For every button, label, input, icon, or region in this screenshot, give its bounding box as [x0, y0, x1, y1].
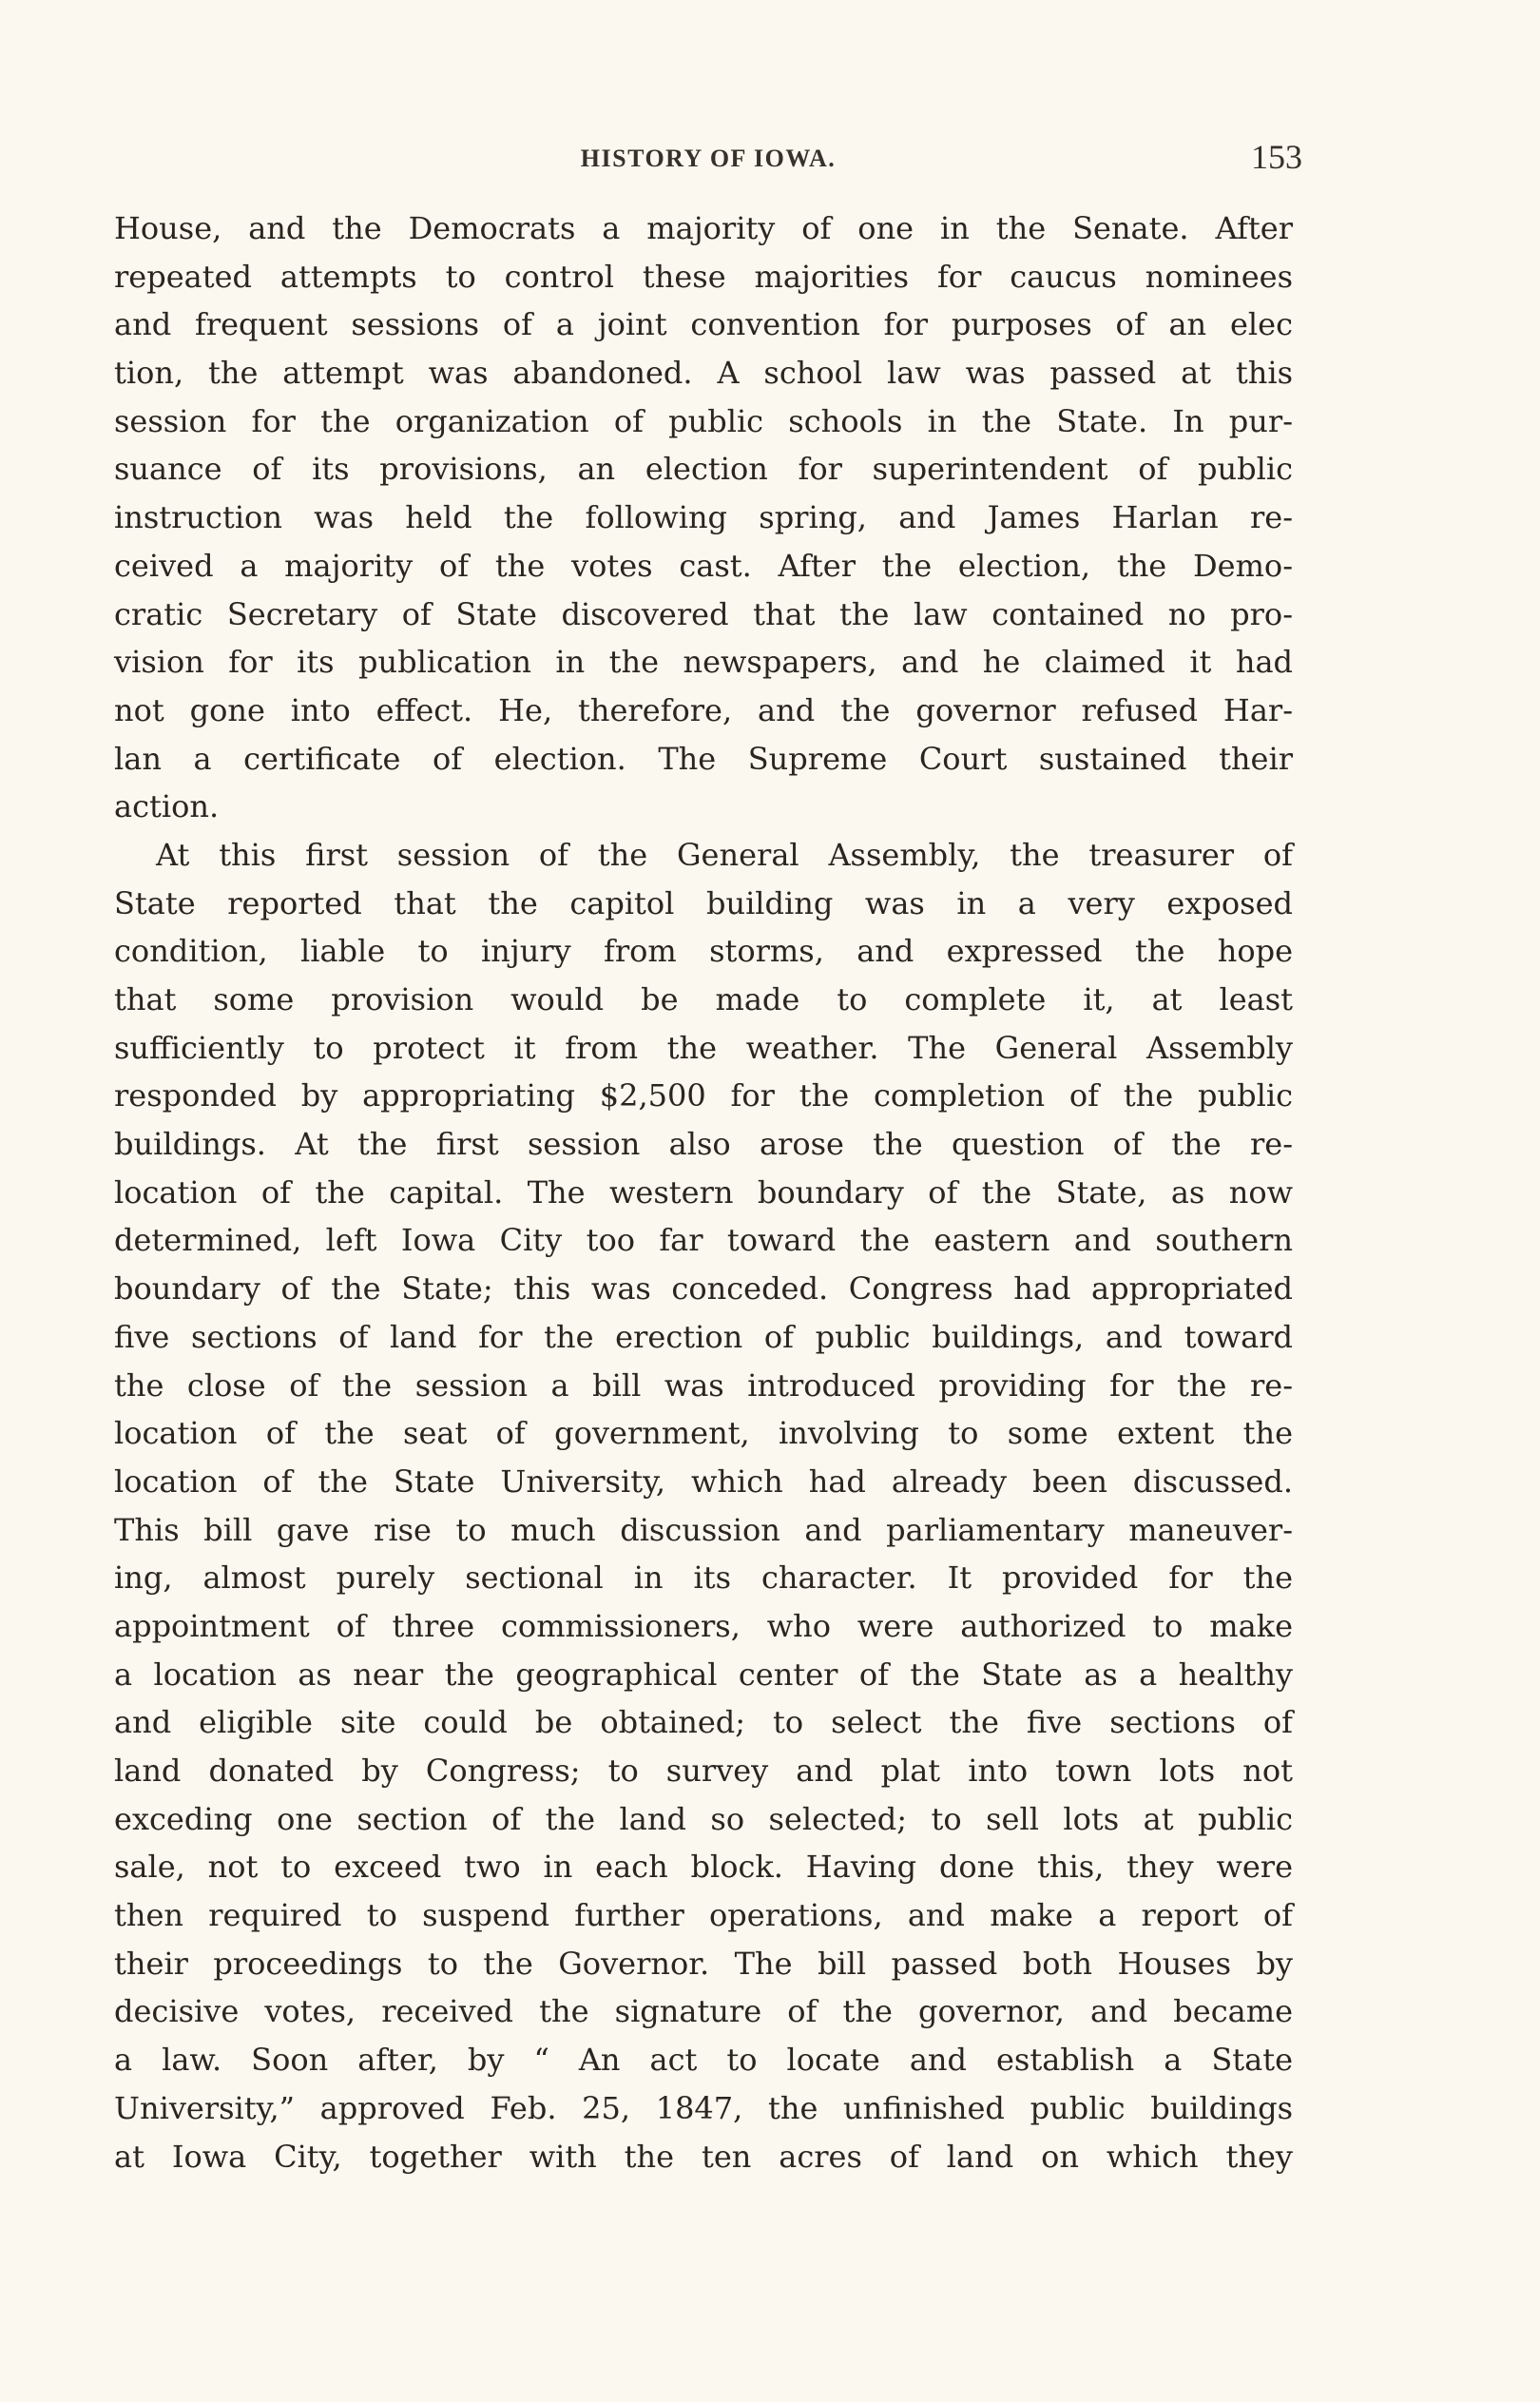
text-line: House, and the Democrats a majority of one in the Senate. After	[114, 210, 1293, 246]
text-line: buildings. At the first session also arose the question of the re-	[114, 1126, 1293, 1163]
text-line: ing, almost purely sectional in its character. It provided for the	[114, 1559, 1293, 1597]
text-line: State reported that the capitol building was in a very exposed	[114, 884, 1293, 921]
text-line: and frequent sessions of a joint convention for purposes of an elec	[114, 306, 1293, 343]
text-line: exceding one section of the land so selected; to sell lots at public	[114, 1800, 1293, 1837]
text-line: not gone into effect. He, therefore, and the governor refused Har-	[114, 691, 1293, 728]
text-line: boundary of the State; this was conceded. Congress had appropriated	[114, 1270, 1293, 1308]
text-line: cratic Secretary of State discovered that the law contained no pro-	[114, 595, 1293, 632]
text-line: ceived a majority of the votes cast. After the election, the Demo-	[114, 547, 1293, 584]
text-line: tion, the attempt was abandoned. A school law was passed at this	[114, 355, 1293, 392]
text-line: and eligible site could be obtained; to select the five sections of	[114, 1704, 1293, 1741]
text-line: at Iowa City, together with the ten acres of land on which they	[114, 2138, 1293, 2175]
text-line: that some provision would be made to complete it, at least	[114, 981, 1293, 1017]
text-line: then required to suspend further operations, and make a report of	[114, 1897, 1293, 1934]
text-line: a law. Soon after, by “ An act to locate and establish a State	[114, 2042, 1293, 2079]
text-line: University,” approved Feb. 25, 1847, the unfinished public buildings	[114, 2089, 1293, 2126]
text-line: determined, left Iowa City too far toward the eastern and southern	[114, 1222, 1293, 1259]
text-line: appointment of three commissioners, who were authorized to make	[114, 1607, 1293, 1644]
text-line: suance of its provisions, an election for superintendent of public	[114, 451, 1293, 488]
text-line: land donated by Congress; to survey and plat into town lots not	[114, 1753, 1293, 1789]
text-line: a location as near the geographical center of the State as a healthy	[114, 1656, 1293, 1693]
running-title: HISTORY OF IOWA.	[580, 145, 837, 172]
text-line: the close of the session a bill was introduced providing for the re-	[114, 1366, 1293, 1404]
text-line: decisive votes, received the signature of the governor, and became	[114, 1993, 1293, 2030]
text-line: their proceedings to the Governor. The bill passed both Houses by	[114, 1945, 1293, 1982]
running-header	[114, 133, 1302, 190]
text-line: This bill gave rise to much discussion and parliamentary maneuver-	[114, 1511, 1293, 1548]
text-line: session for the organization of public schools in the State. In pur-	[114, 402, 1293, 439]
text-line: instruction was held the following spring, and James Harlan re-	[114, 499, 1293, 536]
text-line: vision for its publication in the newspapers, and he claimed it had	[114, 644, 1293, 681]
text-line: location of the capital. The western boundary of the State, as now	[114, 1173, 1293, 1211]
text-line: At this first session of the General Assembly, the treasurer of	[156, 836, 1293, 873]
text-line: five sections of land for the erection of public buildings, and toward	[114, 1318, 1293, 1355]
text-line: action.	[114, 788, 220, 825]
text-line: location of the State University, which had already been discussed.	[114, 1463, 1293, 1500]
text-line: condition, liable to injury from storms, and expressed the hope	[114, 933, 1293, 970]
page-number: 153	[1251, 138, 1302, 176]
text-line: location of the seat of government, involving to some extent the	[114, 1415, 1293, 1452]
text-line: responded by appropriating $2,500 for the completion of the public	[114, 1077, 1293, 1114]
text-line: sufficiently to protect it from the weather. The General Assembly	[114, 1029, 1293, 1066]
body-text	[114, 204, 1293, 2180]
text-line: lan a certificate of election. The Supreme Court sustained their	[114, 740, 1293, 777]
text-line: sale, not to exceed two in each block. Having done this, they were	[114, 1849, 1293, 1886]
text-line: repeated attempts to control these majorities for caucus nominees	[114, 258, 1293, 295]
